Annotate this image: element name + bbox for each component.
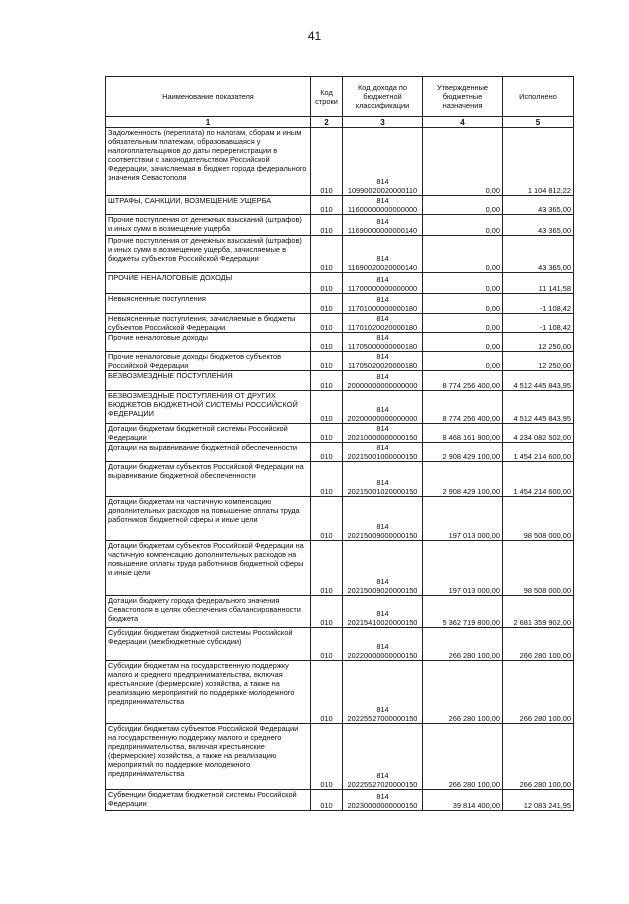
row-name: БЕЗВОЗМЕЗДНЫЕ ПОСТУПЛЕНИЯ	[106, 371, 311, 391]
row-line-code: 010	[311, 196, 343, 215]
row-approved: 2 908 429 100,00	[423, 462, 503, 497]
row-line-code: 010	[311, 661, 343, 724]
row-line-code: 010	[311, 273, 343, 294]
row-approved: 0,00	[423, 196, 503, 215]
page-number: 41	[307, 29, 322, 43]
row-approved: 8 774 256 400,00	[423, 391, 503, 424]
table-row	[106, 724, 574, 790]
row-name: Прочие поступления от денежных взысканий (штрафов) и иных сумм в возмещение ущерба	[106, 215, 311, 236]
row-name: Субвенции бюджетам бюджетной системы Российской Федерации	[106, 790, 311, 811]
row-executed: 43 365,00	[503, 236, 574, 273]
table-row	[106, 215, 574, 236]
table-row	[106, 333, 574, 352]
row-executed: 1 454 214 600,00	[503, 443, 574, 462]
row-income-code: 814 11690000000000140	[343, 215, 423, 236]
table-body	[106, 128, 574, 811]
row-name: Дотации бюджету города федерального значения Севастополя в целях обеспечения сбалансированности бюджета	[106, 596, 311, 628]
table-row	[106, 497, 574, 541]
row-executed: 12 250,00	[503, 333, 574, 352]
row-name: Субсидии бюджетам бюджетной системы Российской Федерации (межбюджетные субсидии)	[106, 628, 311, 661]
row-income-code: 814 20215009020000150	[343, 541, 423, 596]
row-approved: 5 362 719 800,00	[423, 596, 503, 628]
row-approved: 0,00	[423, 314, 503, 333]
row-approved: 0,00	[423, 352, 503, 371]
row-line-code: 010	[311, 628, 343, 661]
row-income-code: 814 20200000000000000	[343, 391, 423, 424]
row-approved: 0,00	[423, 236, 503, 273]
row-executed: 4 512 445 843,95	[503, 391, 574, 424]
table-row	[106, 628, 574, 661]
row-income-code: 814 11701000000000180	[343, 294, 423, 314]
table-row	[106, 294, 574, 314]
row-line-code: 010	[311, 596, 343, 628]
row-line-code: 010	[311, 541, 343, 596]
row-line-code: 010	[311, 790, 343, 811]
table-row	[106, 424, 574, 443]
row-approved: 0,00	[423, 333, 503, 352]
row-line-code: 010	[311, 294, 343, 314]
row-income-code: 814 20000000000000000	[343, 371, 423, 391]
row-executed: 2 681 359 902,00	[503, 596, 574, 628]
row-executed: 98 508 000,00	[503, 541, 574, 596]
row-income-code: 814 11600000000000000	[343, 196, 423, 215]
column-number: 4	[423, 117, 503, 128]
row-approved: 0,00	[423, 128, 503, 196]
row-name: БЕЗВОЗМЕЗДНЫЕ ПОСТУПЛЕНИЯ ОТ ДРУГИХ БЮДЖЕТОВ БЮДЖЕТНОЙ СИСТЕМЫ РОССИЙСКОЙ ФЕДЕРАЦИИ	[106, 391, 311, 424]
row-income-code: 814 20225527000000150	[343, 661, 423, 724]
row-income-code: 814 20210000000000150	[343, 424, 423, 443]
row-approved: 8 468 161 900,00	[423, 424, 503, 443]
header-executed: Исполнено	[503, 77, 574, 117]
row-name: Субсидии бюджетам на государственную поддержку малого и среднего предпринимательства, включая крестьянские (фермерские) хозяйства, а также на реализацию мероприятий по поддержке молодежного предпринимательства	[106, 661, 311, 724]
row-approved: 2 908 429 100,00	[423, 443, 503, 462]
row-income-code: 814 20215410020000150	[343, 596, 423, 628]
row-income-code: 814 20215009000000150	[343, 497, 423, 541]
column-number: 1	[106, 117, 311, 128]
row-approved: 0,00	[423, 294, 503, 314]
row-name: Прочие неналоговые доходы	[106, 333, 311, 352]
row-executed: 4 234 082 502,00	[503, 424, 574, 443]
row-executed: 11 141,58	[503, 273, 574, 294]
row-income-code: 814 11700000000000000	[343, 273, 423, 294]
table-row	[106, 273, 574, 294]
table-row	[106, 314, 574, 333]
table-row	[106, 443, 574, 462]
row-approved: 266 280 100,00	[423, 724, 503, 790]
column-number: 3	[343, 117, 423, 128]
row-approved: 0,00	[423, 215, 503, 236]
row-executed: 43 365,00	[503, 215, 574, 236]
table-row	[106, 661, 574, 724]
header-indicator-name: Наименование показателя	[106, 77, 311, 117]
row-line-code: 010	[311, 314, 343, 333]
row-executed: 266 280 100,00	[503, 661, 574, 724]
row-approved: 266 280 100,00	[423, 661, 503, 724]
row-line-code: 010	[311, 236, 343, 273]
column-number: 5	[503, 117, 574, 128]
row-line-code: 010	[311, 724, 343, 790]
row-name: Дотации бюджетам субъектов Российской Федерации на частичную компенсацию дополнительных расходов на повышение оплаты труда работников бюджетной сферы и иные цели	[106, 541, 311, 596]
row-name: Прочие поступления от денежных взысканий (штрафов) и иных сумм в возмещение ущерба, зачисляемые в бюджеты субъектов Российской Федерации	[106, 236, 311, 273]
row-income-code: 814 11705020020000180	[343, 352, 423, 371]
row-executed: 98 508 000,00	[503, 497, 574, 541]
row-income-code: 814 20215001020000150	[343, 462, 423, 497]
row-name: Дотации бюджетам на частичную компенсацию дополнительных расходов на повышение оплаты труда работников бюджетной сферы и иные цели	[106, 497, 311, 541]
row-name: Невыясненные поступления, зачисляемые в бюджеты субъектов Российской Федерации	[106, 314, 311, 333]
table-row	[106, 196, 574, 215]
row-executed: 4 512 445 843,95	[503, 371, 574, 391]
row-executed: -1 108,42	[503, 294, 574, 314]
table-row	[106, 596, 574, 628]
row-line-code: 010	[311, 333, 343, 352]
row-name: Дотации на выравнивание бюджетной обеспеченности	[106, 443, 311, 462]
row-income-code: 814 10990020020000110	[343, 128, 423, 196]
row-executed: 1 454 214 600,00	[503, 462, 574, 497]
table-row	[106, 541, 574, 596]
row-income-code: 814 20220000000000150	[343, 628, 423, 661]
row-line-code: 010	[311, 352, 343, 371]
row-name: ШТРАФЫ, САНКЦИИ, ВОЗМЕЩЕНИЕ УЩЕРБА	[106, 196, 311, 215]
table-row	[106, 790, 574, 811]
row-approved: 0,00	[423, 273, 503, 294]
row-income-code: 814 11690020020000140	[343, 236, 423, 273]
row-line-code: 010	[311, 215, 343, 236]
row-income-code: 814 20225527020000150	[343, 724, 423, 790]
column-number: 2	[311, 117, 343, 128]
column-number-row	[106, 117, 574, 128]
row-income-code: 814 20215001000000150	[343, 443, 423, 462]
header-line-code: Код строки	[311, 77, 343, 117]
row-name: Невыясненные поступления	[106, 294, 311, 314]
row-line-code: 010	[311, 128, 343, 196]
row-line-code: 010	[311, 424, 343, 443]
row-line-code: 010	[311, 497, 343, 541]
table-row	[106, 352, 574, 371]
row-executed: -1 108,42	[503, 314, 574, 333]
row-name: ПРОЧИЕ НЕНАЛОГОВЫЕ ДОХОДЫ	[106, 273, 311, 294]
row-line-code: 010	[311, 391, 343, 424]
row-income-code: 814 11701020020000180	[343, 314, 423, 333]
row-executed: 12 250,00	[503, 352, 574, 371]
table-header-row	[106, 77, 574, 117]
row-executed: 1 104 812,22	[503, 128, 574, 196]
row-approved: 197 013 000,00	[423, 541, 503, 596]
row-income-code: 814 20230000000000150	[343, 790, 423, 811]
header-approved: Утвержденные бюджетные назначения	[423, 77, 503, 117]
table-row	[106, 391, 574, 424]
row-name: Задолженность (переплата) по налогам, сборам и иным обязательным платежам, образовавшаяся у налогоплательщиков до даты перерегистрации в соответствии с законодательством Российской Федерации, зачисляемая в бюджет города федерального значения Севастополя	[106, 128, 311, 196]
row-line-code: 010	[311, 443, 343, 462]
row-executed: 266 280 100,00	[503, 724, 574, 790]
row-approved: 197 013 000,00	[423, 497, 503, 541]
header-income-code: Код дохода по бюджетной классификации	[343, 77, 423, 117]
table-row	[106, 128, 574, 196]
row-approved: 39 814 400,00	[423, 790, 503, 811]
row-approved: 8 774 256 400,00	[423, 371, 503, 391]
row-name: Субсидии бюджетам субъектов Российской Федерации на государственную поддержку малого и среднего предпринимательства, включая крестьянские (фермерские) хозяйства, а также на реализацию мероприятий по поддержке молодежного предпринимательства	[106, 724, 311, 790]
table-row	[106, 462, 574, 497]
table-row	[106, 236, 574, 273]
row-name: Дотации бюджетам бюджетной системы Российской Федерации	[106, 424, 311, 443]
row-income-code: 814 11705000000000180	[343, 333, 423, 352]
row-executed: 266 280 100,00	[503, 628, 574, 661]
row-line-code: 010	[311, 462, 343, 497]
row-executed: 12 083 241,95	[503, 790, 574, 811]
budget-income-table	[105, 76, 574, 811]
row-executed: 43 365,00	[503, 196, 574, 215]
row-name: Прочие неналоговые доходы бюджетов субъектов Российской Федерации	[106, 352, 311, 371]
row-name: Дотации бюджетам субъектов Российской Федерации на выравнивание бюджетной обеспеченности	[106, 462, 311, 497]
row-line-code: 010	[311, 371, 343, 391]
row-approved: 266 280 100,00	[423, 628, 503, 661]
table-row	[106, 371, 574, 391]
